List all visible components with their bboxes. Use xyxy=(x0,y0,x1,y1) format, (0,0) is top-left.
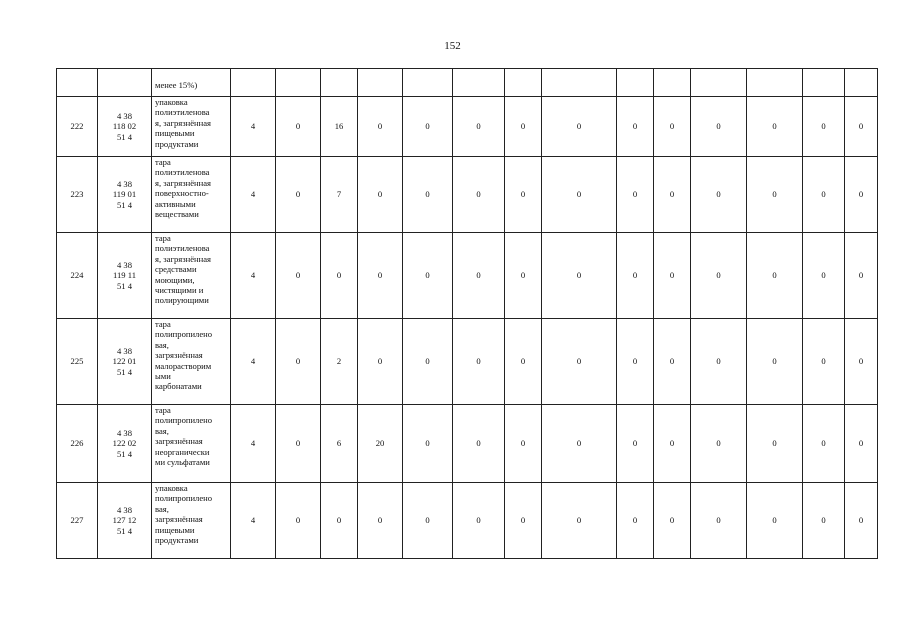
waste-name-cell xyxy=(152,483,231,559)
value-cell: 0 xyxy=(617,405,654,483)
value-cell: 4 xyxy=(231,483,276,559)
value-cell: 0 xyxy=(453,97,505,157)
value-cell: 0 xyxy=(747,157,803,233)
waste-name-line: пищевыми xyxy=(155,524,195,535)
waste-name-line: тара xyxy=(155,157,171,167)
row-number-cell: 225 xyxy=(57,319,98,405)
waste-name-line: активными xyxy=(155,198,196,209)
waste-code-line: 122 01 xyxy=(112,356,137,367)
value-cell: 0 xyxy=(276,233,321,319)
empty-cell xyxy=(747,69,803,97)
value-cell: 0 xyxy=(505,405,542,483)
value-cell: 0 xyxy=(654,233,691,319)
waste-name-line: полипропилено xyxy=(155,493,213,504)
waste-name-cell xyxy=(152,97,231,157)
value-cell: 0 xyxy=(542,233,617,319)
value-cell: 0 xyxy=(321,483,358,559)
value-cell: 0 xyxy=(453,319,505,405)
empty-cell xyxy=(845,69,878,97)
value-cell: 0 xyxy=(542,483,617,559)
row-number-cell: 223 xyxy=(57,157,98,233)
value-cell: 0 xyxy=(654,483,691,559)
waste-name-cell xyxy=(152,69,231,97)
waste-name-line: неорганически xyxy=(155,446,210,457)
value-cell: 0 xyxy=(747,483,803,559)
value-cell: 16 xyxy=(321,97,358,157)
value-cell: 4 xyxy=(231,405,276,483)
value-cell: 4 xyxy=(231,157,276,233)
waste-name-line: малорастворим xyxy=(155,360,212,371)
value-cell: 0 xyxy=(691,157,747,233)
value-cell: 0 xyxy=(505,157,542,233)
value-cell: 0 xyxy=(845,483,878,559)
value-cell: 0 xyxy=(453,233,505,319)
waste-code-line: 118 02 xyxy=(112,121,137,132)
waste-name-line: продуктами xyxy=(155,138,199,149)
value-cell: 0 xyxy=(276,97,321,157)
empty-cell xyxy=(276,69,321,97)
value-cell: 0 xyxy=(505,97,542,157)
waste-name-line: вая, xyxy=(155,503,169,514)
waste-name-line: полипропилено xyxy=(155,329,213,340)
waste-code-line: 4 38 xyxy=(116,427,133,438)
value-cell: 0 xyxy=(617,157,654,233)
waste-name-line: продуктами xyxy=(155,535,199,546)
waste-name-line: я, загрязнённая xyxy=(155,253,212,264)
empty-cell xyxy=(358,69,403,97)
value-cell: 0 xyxy=(747,319,803,405)
waste-name-line: загрязнённая xyxy=(155,514,203,525)
value-cell: 0 xyxy=(803,319,845,405)
row-number-cell: 222 xyxy=(57,97,98,157)
value-cell: 0 xyxy=(542,405,617,483)
waste-name-line: полиэтиленова xyxy=(155,107,210,118)
table-row xyxy=(57,483,878,559)
waste-name-cell xyxy=(152,319,231,405)
value-cell: 0 xyxy=(845,97,878,157)
value-cell: 0 xyxy=(542,97,617,157)
waste-name-line: менее 15%) xyxy=(155,79,198,90)
waste-name-line: чистящими и xyxy=(155,285,204,296)
value-cell: 7 xyxy=(321,157,358,233)
value-cell: 0 xyxy=(403,319,453,405)
value-cell: 0 xyxy=(617,97,654,157)
value-cell: 0 xyxy=(403,483,453,559)
waste-code-cell xyxy=(98,233,152,319)
table-row xyxy=(57,319,878,405)
value-cell: 0 xyxy=(505,319,542,405)
empty-cell xyxy=(231,69,276,97)
row-number-cell: 226 xyxy=(57,405,98,483)
waste-name-line: загрязнённая xyxy=(155,436,203,447)
value-cell: 0 xyxy=(403,97,453,157)
value-cell: 0 xyxy=(403,157,453,233)
value-cell: 0 xyxy=(453,157,505,233)
table-row xyxy=(57,97,878,157)
waste-code-line: 4 38 xyxy=(116,110,133,121)
value-cell: 0 xyxy=(403,233,453,319)
waste-code-cell xyxy=(98,97,152,157)
value-cell: 0 xyxy=(747,97,803,157)
value-cell: 0 xyxy=(358,97,403,157)
value-cell: 0 xyxy=(276,483,321,559)
empty-cell xyxy=(617,69,654,97)
value-cell: 0 xyxy=(505,483,542,559)
waste-code-cell xyxy=(98,319,152,405)
empty-cell xyxy=(654,69,691,97)
value-cell: 0 xyxy=(321,233,358,319)
waste-code-line: 122 02 xyxy=(112,438,137,449)
value-cell: 4 xyxy=(231,233,276,319)
value-cell: 0 xyxy=(845,319,878,405)
value-cell: 0 xyxy=(617,483,654,559)
value-cell: 0 xyxy=(845,233,878,319)
waste-code-line: 4 38 xyxy=(116,178,133,189)
table-row-continuation xyxy=(57,69,878,97)
waste-name-line: упаковка xyxy=(155,97,188,107)
value-cell: 0 xyxy=(358,233,403,319)
waste-table xyxy=(56,68,878,559)
waste-name-line: ыми xyxy=(155,371,171,382)
value-cell: 0 xyxy=(691,405,747,483)
waste-name-line: поверхностно- xyxy=(155,188,209,199)
value-cell: 0 xyxy=(453,405,505,483)
value-cell: 0 xyxy=(803,233,845,319)
value-cell: 0 xyxy=(276,319,321,405)
value-cell: 4 xyxy=(231,319,276,405)
value-cell: 0 xyxy=(358,483,403,559)
value-cell: 0 xyxy=(845,157,878,233)
waste-code-line: 51 4 xyxy=(116,525,133,536)
waste-code-line: 51 4 xyxy=(116,280,133,291)
value-cell: 0 xyxy=(803,483,845,559)
value-cell: 20 xyxy=(358,405,403,483)
value-cell: 0 xyxy=(654,405,691,483)
waste-name-line: я, загрязнённая xyxy=(155,117,212,128)
value-cell: 0 xyxy=(617,233,654,319)
empty-cell xyxy=(691,69,747,97)
value-cell: 0 xyxy=(358,319,403,405)
value-cell: 0 xyxy=(453,483,505,559)
empty-cell xyxy=(803,69,845,97)
value-cell: 0 xyxy=(691,97,747,157)
value-cell: 0 xyxy=(747,405,803,483)
waste-name-line: тара xyxy=(155,233,171,243)
empty-cell xyxy=(403,69,453,97)
value-cell: 0 xyxy=(845,405,878,483)
waste-code-cell xyxy=(98,483,152,559)
value-cell: 0 xyxy=(654,319,691,405)
value-cell: 0 xyxy=(654,157,691,233)
value-cell: 0 xyxy=(691,483,747,559)
value-cell: 0 xyxy=(617,319,654,405)
value-cell: 0 xyxy=(747,233,803,319)
waste-name-cell xyxy=(152,405,231,483)
value-cell: 0 xyxy=(276,405,321,483)
value-cell: 0 xyxy=(542,157,617,233)
table-body xyxy=(57,69,878,559)
value-cell: 0 xyxy=(691,233,747,319)
waste-name-line: тара xyxy=(155,319,171,329)
waste-name-line: веществами xyxy=(155,209,199,220)
waste-name-cell xyxy=(152,157,231,233)
table-row xyxy=(57,405,878,483)
value-cell: 2 xyxy=(321,319,358,405)
empty-cell xyxy=(542,69,617,97)
waste-name-line: вая, xyxy=(155,339,169,350)
value-cell: 0 xyxy=(803,405,845,483)
waste-name-line: ми сульфатами xyxy=(155,457,210,468)
waste-name-line: загрязнённая xyxy=(155,350,203,361)
waste-name-line: тара xyxy=(155,405,171,415)
value-cell: 0 xyxy=(542,319,617,405)
value-cell: 0 xyxy=(803,157,845,233)
value-cell: 0 xyxy=(654,97,691,157)
empty-cell xyxy=(505,69,542,97)
value-cell: 0 xyxy=(276,157,321,233)
waste-code-cell xyxy=(98,157,152,233)
waste-name-line: вая, xyxy=(155,425,169,436)
empty-cell xyxy=(57,69,98,97)
value-cell: 0 xyxy=(691,319,747,405)
table-row xyxy=(57,157,878,233)
waste-name-line: моющими, xyxy=(155,274,195,285)
waste-code-line: 119 01 xyxy=(112,189,137,200)
row-number-cell: 227 xyxy=(57,483,98,559)
waste-code-line: 4 38 xyxy=(116,345,133,356)
waste-name-line: я, загрязнённая xyxy=(155,177,212,188)
waste-name-line: полипропилено xyxy=(155,415,213,426)
waste-name-line: полирующими xyxy=(155,295,209,306)
value-cell: 0 xyxy=(505,233,542,319)
waste-name-line: упаковка xyxy=(155,483,188,493)
waste-name-line: полиэтиленова xyxy=(155,243,210,254)
waste-code-line: 4 38 xyxy=(116,504,133,515)
table-row xyxy=(57,233,878,319)
value-cell: 0 xyxy=(358,157,403,233)
empty-cell xyxy=(321,69,358,97)
waste-code-line: 127 12 xyxy=(112,515,137,526)
waste-code-line: 51 4 xyxy=(116,131,133,142)
waste-name-cell xyxy=(152,233,231,319)
value-cell: 4 xyxy=(231,97,276,157)
waste-code-line: 119 11 xyxy=(113,270,136,281)
waste-code-cell xyxy=(98,405,152,483)
row-number-cell: 224 xyxy=(57,233,98,319)
value-cell: 6 xyxy=(321,405,358,483)
page-number: 152 xyxy=(444,40,461,52)
waste-code-line: 4 38 xyxy=(116,259,133,270)
empty-cell xyxy=(453,69,505,97)
waste-code-line: 51 4 xyxy=(116,366,133,377)
waste-code-line: 51 4 xyxy=(116,448,133,459)
value-cell: 0 xyxy=(803,97,845,157)
waste-name-line: карбонатами xyxy=(155,381,202,392)
waste-name-line: пищевыми xyxy=(155,128,195,139)
waste-name-line: средствами xyxy=(155,264,197,275)
waste-name-line: полиэтиленова xyxy=(155,167,210,178)
waste-code-line: 51 4 xyxy=(116,199,133,210)
empty-cell xyxy=(98,69,152,97)
value-cell: 0 xyxy=(403,405,453,483)
